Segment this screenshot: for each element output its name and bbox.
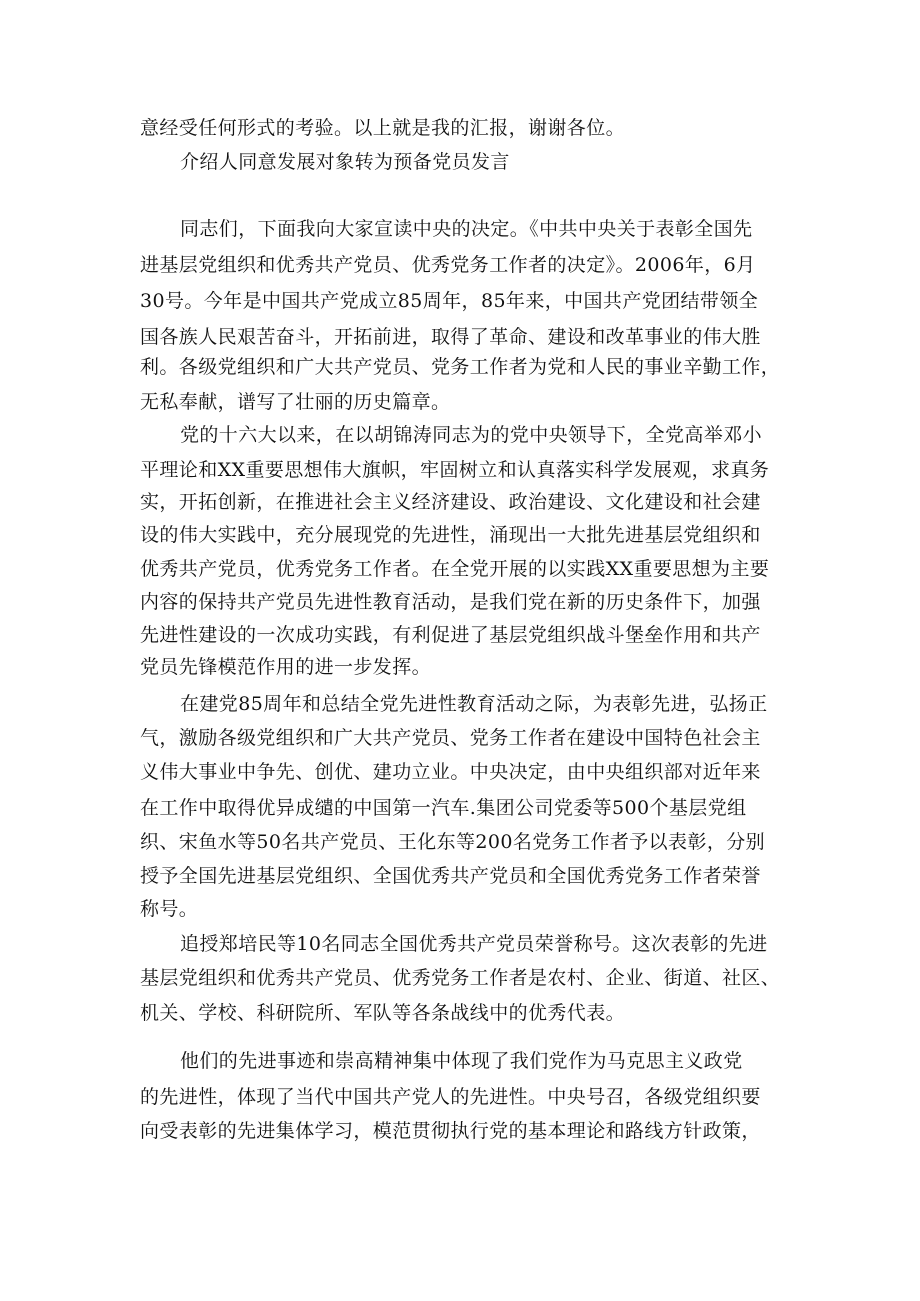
section-heading: 介绍人同意发展对象转为预备党员发言 <box>180 151 510 173</box>
text-line: 同志们，下面我向大家宣读中央的决定。《中共中央关于表彰全国先 <box>180 218 753 240</box>
text-line: 意经受任何形式的考验。以上就是我的汇报，谢谢各位。 <box>140 117 626 139</box>
text-line: 设的伟大实践中，充分展现党的先进性，涌现出一大批先进基层党组织和 <box>140 524 761 546</box>
text-line: 向受表彰的先进集体学习，模范贯彻执行党的基本理论和路线方针政策， <box>140 1120 761 1142</box>
text-line: 在建党85周年和总结全党先进性教育活动之际，为表彰先进，弘扬正 <box>180 693 768 715</box>
text-line: 进基层党组织和优秀共产党员、优秀党务工作者的决定》。2006年，6月 <box>140 254 756 276</box>
text-line: 先进性建设的一次成功实践，有利促进了基层党组织战斗堡垒作用和共产 <box>140 624 761 646</box>
text-line: 内容的保持共产党员先进性教育活动，是我们党在新的历史条件下，加强 <box>140 591 761 613</box>
text-line: 无私奉献，谱写了壮丽的历史篇章。 <box>140 391 451 413</box>
text-line: 织、宋鱼水等50名共产党员、王化东等200名党务工作者予以表彰，分别 <box>140 831 766 853</box>
text-line: 基层党组织和优秀共产党员、优秀党务工作者是农村、企业、街道、社区、 <box>140 967 781 989</box>
text-line: 机关、学校、科研院所、军队等各条战线中的优秀代表。 <box>140 1002 626 1024</box>
text-line: 义伟大事业中争先、创优、建功立业。中央决定，由中央组织部对近年来 <box>140 761 761 783</box>
text-line: 国各族人民艰苦奋斗，开拓前进，取得了革命、建设和改革事业的伟大胜 <box>140 326 761 348</box>
text-line: 气，激励各级党组织和广大共产党员、党务工作者在建设中国特色社会主 <box>140 727 761 749</box>
text-line: 的先进性，体现了当代中国共产党人的先进性。中央号召，各级党组织要 <box>140 1086 761 1108</box>
text-line: 利。各级党组织和广大共产党员、党务工作者为党和人民的事业辛勤工作， <box>140 356 781 378</box>
text-line: 30号。今年是中国共产党成立85周年，85年来，中国共产党团结带领全 <box>140 290 759 312</box>
text-line: 党员先锋模范作用的进一步发挥。 <box>140 656 432 678</box>
text-line: 优秀共产党员，优秀党务工作者。在全党开展的以实践XX重要思想为主要 <box>140 558 770 580</box>
text-line: 称号。 <box>140 898 199 920</box>
text-line: 在工作中取得优异成缱的中国第一汽车.集团公司党委等500个基层党组 <box>140 797 747 819</box>
text-line: 党的十六大以来，在以胡锦涛同志为的党中央领导下，全党高举邓小 <box>180 424 763 446</box>
text-line: 实，开拓创新，在推进社会主义经济建设、政治建设、文化建设和社会建 <box>140 491 761 513</box>
text-line: 追授郑培民等10名同志全国优秀共产党员荣誉称号。这次表彰的先进 <box>180 933 768 955</box>
text-line: 授予全国先进基层党组织、全国优秀共产党员和全国优秀党务工作者荣誉 <box>140 865 761 887</box>
text-line: 平理论和XX重要思想伟大旗帜，牢固树立和认真落实科学发展观，求真务 <box>140 459 770 481</box>
text-line: 他们的先进事迹和崇高精神集中体现了我们党作为马克思主义政党 <box>180 1050 743 1072</box>
